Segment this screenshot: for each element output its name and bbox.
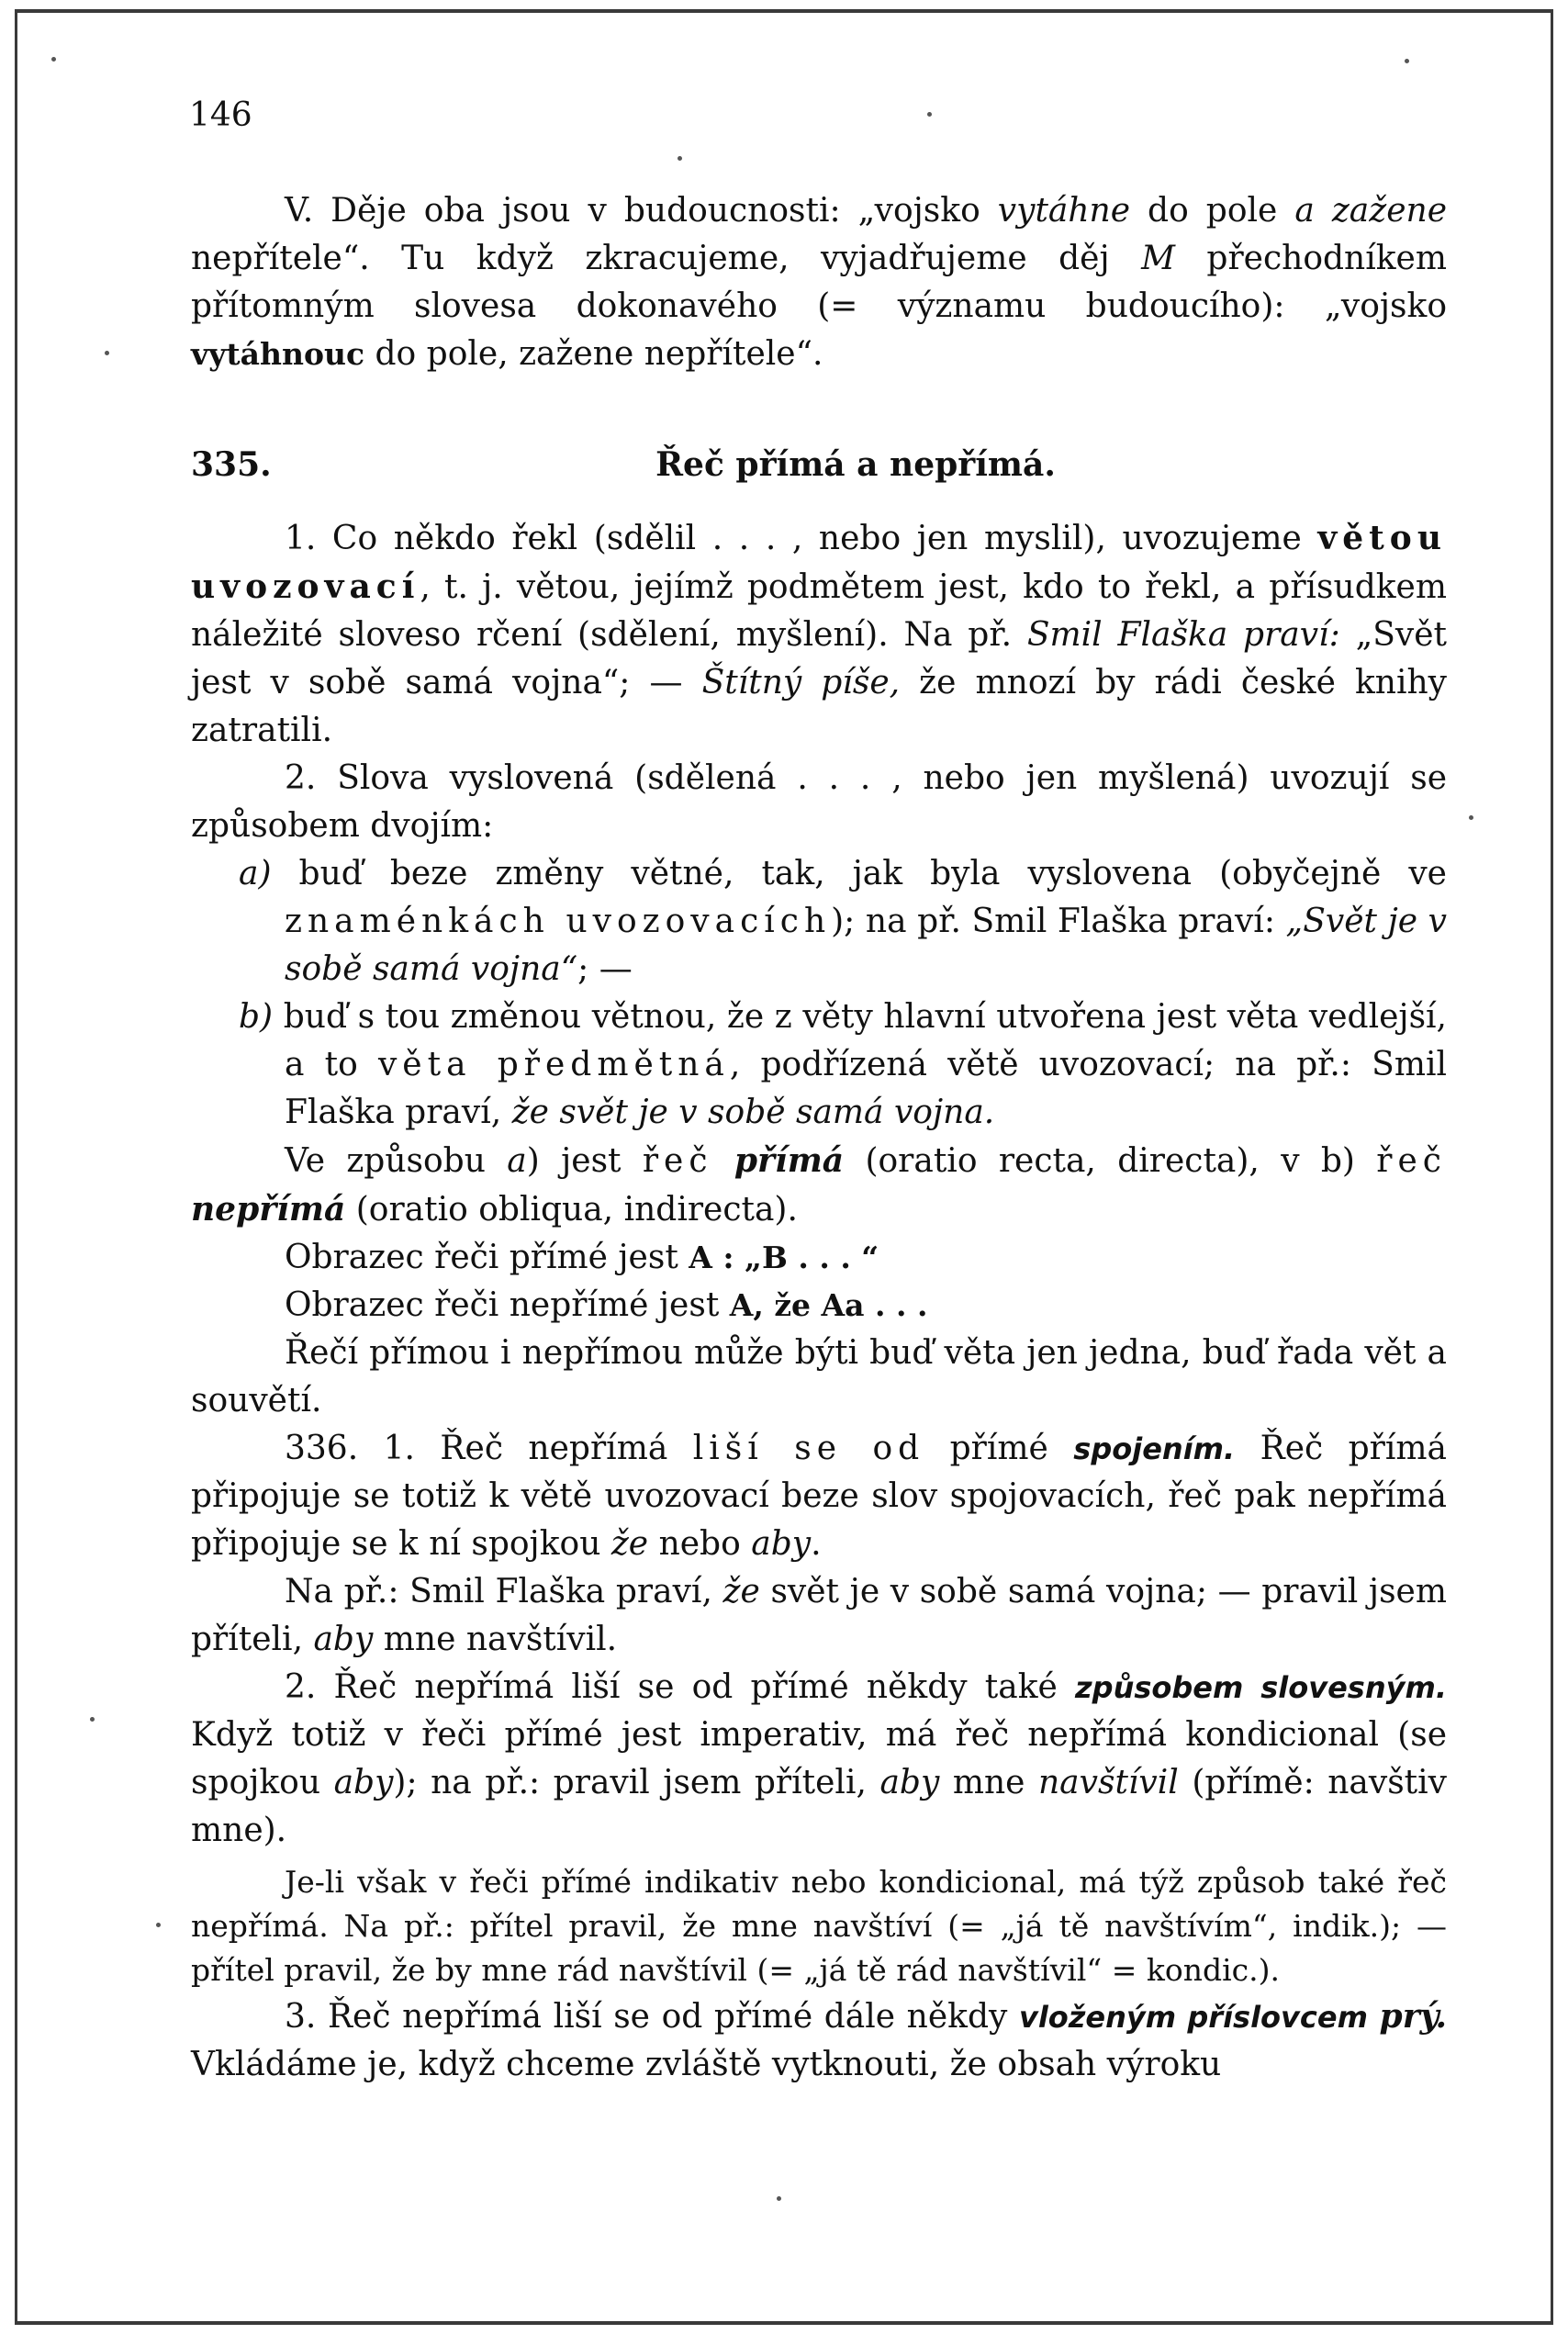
text: přímé	[924, 1430, 1074, 1467]
text: , t. j. větou, jejímž podmětem jest, kdo to řekl, a přísudkem náležité sloveso rčení (sdělení, myšlení). Na př.	[191, 568, 1447, 654]
section-heading	[191, 441, 1447, 488]
pattern-indirect	[191, 1282, 1447, 1330]
text: ); na př.: pravil jsem příteli,	[393, 1764, 880, 1801]
italic-text: Smil Flaška praví:	[1026, 616, 1340, 654]
bold-italic-text: nepřímá	[191, 1190, 346, 1229]
italic-text: aby	[333, 1764, 394, 1801]
section-title: Řeč přímá a nepřímá.	[655, 445, 1056, 484]
text: (přímě: navštiv mne).	[191, 1764, 1448, 1849]
italic-text: Štítný píše,	[701, 664, 901, 701]
text	[713, 1142, 734, 1180]
scan-speck	[90, 1717, 95, 1722]
list-item-b	[191, 993, 1447, 1137]
section-body	[191, 514, 1447, 2089]
pattern-direct	[191, 1234, 1447, 1282]
section-number: 335.	[191, 445, 272, 484]
bold-italic-text: přímá	[734, 1141, 845, 1180]
page-number: 146	[189, 96, 252, 134]
scan-speck	[927, 112, 932, 117]
text: přechodníkem přítomným slovesa dokonavého (= významu budoucího): „vojsko	[191, 240, 1448, 325]
paragraph-1	[191, 514, 1447, 755]
text: do pole, zažene nepřítele“.	[364, 335, 823, 373]
italic-text: aby	[751, 1525, 812, 1563]
bold-italic-text: spojením.	[1073, 1431, 1236, 1466]
paragraph-336-3	[191, 1992, 1447, 2089]
text: Je-li však v řeči přímé indikativ nebo kondicional, má týž způsob také řeč nepřímá. Na př.: přítel pravil, že mne navštíví (= „já tě navštívím“, indik.); — přítel pravil, že by mne rád navštívil (= „já tě rád navštívil“ = kondic.).	[191, 1864, 1447, 1988]
bold-italic-text: prý.	[1379, 1997, 1447, 2036]
text: Na př.: Smil Flaška praví,	[285, 1573, 723, 1610]
bold-italic-text: způsobem slovesným.	[1075, 1670, 1447, 1705]
italic-text: „Svět je v sobě samá vojna“	[285, 903, 1447, 988]
text: Ve způsobu	[285, 1142, 508, 1180]
text: buď beze změny větné, tak, jak byla vyslovena (obyčejně ve	[271, 855, 1447, 892]
spaced-text: řeč	[642, 1142, 713, 1180]
text: nebo	[648, 1525, 752, 1563]
spaced-text: řeč	[1376, 1142, 1447, 1180]
scan-speck	[105, 351, 109, 355]
spaced-text: znaménkách uvozovacích	[285, 903, 832, 940]
italic-text: a zažene	[1294, 192, 1448, 230]
paragraph-336-1	[191, 1425, 1447, 1568]
list-item-a	[191, 850, 1447, 993]
text: mne navštívil.	[373, 1621, 618, 1658]
text: že mnozí by rádi české knihy zatratili.	[191, 664, 1448, 749]
scan-speck	[156, 1923, 161, 1927]
paragraph-4	[191, 1330, 1447, 1425]
bold-text: A, že Aa . . .	[729, 1287, 928, 1323]
scan-speck	[678, 156, 682, 161]
text: (oratio obliqua, indirecta).	[345, 1191, 798, 1229]
text: „Svět jest v sobě samá vojna“; —	[191, 616, 1447, 701]
italic-text: navštívil	[1037, 1764, 1179, 1801]
paragraph-v	[191, 187, 1447, 378]
text: (oratio recta, directa), v b)	[844, 1142, 1377, 1180]
text: 336. 1. Řeč nepřímá	[285, 1430, 693, 1467]
text: ); na př. Smil Flaška praví:	[831, 903, 1286, 940]
scan-border-left	[15, 9, 17, 2325]
text: 1. Co někdo řekl (sdělil . . . , nebo jen myslil), uvozujeme	[285, 520, 1318, 557]
bold-italic-text: vloženým příslovcem	[1018, 2000, 1368, 2035]
text: .	[811, 1525, 822, 1563]
text: Vkládáme je, když chceme zvláště vytknouti, že obsah výroku	[191, 2046, 1222, 2083]
italic-text: že svět je v sobě samá vojna.	[511, 1094, 995, 1131]
italic-text: že	[722, 1573, 760, 1610]
spaced-bold-text: větou uvozovací	[191, 519, 1447, 606]
text: ) jest	[526, 1142, 643, 1180]
text: Když totiž v řeči přímé jest imperativ, má řeč nepřímá kondicional (se spojkou	[191, 1716, 1447, 1801]
scan-speck	[777, 2196, 781, 2201]
bold-text: vytáhnouc	[191, 336, 365, 372]
scan-speck	[1405, 59, 1409, 63]
paragraph-3	[191, 1137, 1447, 1234]
text: 3. Řeč nepřímá liší se od přímé dále někdy	[285, 1998, 1019, 2036]
italic-text: aby	[879, 1764, 940, 1801]
text: Řeč přímá připojuje se totiž k větě uvozovací beze slov spojovacích, řeč pak nepřímá připojuje se k ní spojkou	[191, 1430, 1447, 1563]
bold-text: A : „B . . . “	[689, 1240, 879, 1275]
spaced-text: věta předmětná	[377, 1046, 730, 1083]
text: svět je v sobě samá vojna; — pravil jsem příteli,	[191, 1573, 1447, 1658]
item-marker: a)	[239, 855, 272, 892]
text	[1368, 1998, 1380, 2036]
text: Obrazec řeči přímé jest	[285, 1239, 689, 1276]
text: do pole	[1130, 192, 1295, 230]
italic-text: M	[1141, 240, 1175, 277]
text: ; —	[577, 950, 633, 988]
text: 2. Slova vyslovená (sdělená . . . , nebo jen myšlená) uvozují se způsobem dvojím:	[191, 759, 1447, 845]
italic-text: vytáhne	[997, 192, 1131, 230]
text: 2. Řeč nepřímá liší se od přímé někdy také	[285, 1668, 1076, 1706]
item-marker: b)	[239, 998, 274, 1036]
scan-speck	[51, 57, 56, 62]
spaced-text: liší se od	[692, 1430, 925, 1467]
scan-border-right	[1551, 9, 1553, 2325]
italic-text: a	[507, 1142, 527, 1180]
paragraph-note	[191, 1860, 1447, 1992]
scan-border-top	[17, 9, 1551, 13]
text: Obrazec řeči nepřímé jest	[285, 1286, 730, 1324]
paragraph-336-2	[191, 1664, 1447, 1855]
text: buď s tou změnou větnou, že z věty hlavní utvořena jest věta vedlejší, a to	[273, 998, 1447, 1083]
scan-border-bottom	[17, 2321, 1551, 2325]
scan-speck	[1469, 815, 1473, 820]
text: nepřítele“. Tu když zkracujeme, vyjadřujeme děj	[191, 240, 1142, 277]
italic-text: že	[610, 1525, 649, 1563]
paragraph-2	[191, 755, 1447, 850]
text: Řečí přímou i nepřímou může býti buď věta jen jedna, buď řada vět a souvětí.	[191, 1334, 1447, 1419]
italic-text: aby	[313, 1621, 374, 1658]
text: , podřízená větě uvozovací; na př.: Smil Flaška praví,	[285, 1046, 1447, 1131]
text: mne	[939, 1764, 1038, 1801]
text: V. Děje oba jsou v budoucnosti: „vojsko	[285, 192, 998, 230]
paragraph-example	[191, 1568, 1447, 1664]
